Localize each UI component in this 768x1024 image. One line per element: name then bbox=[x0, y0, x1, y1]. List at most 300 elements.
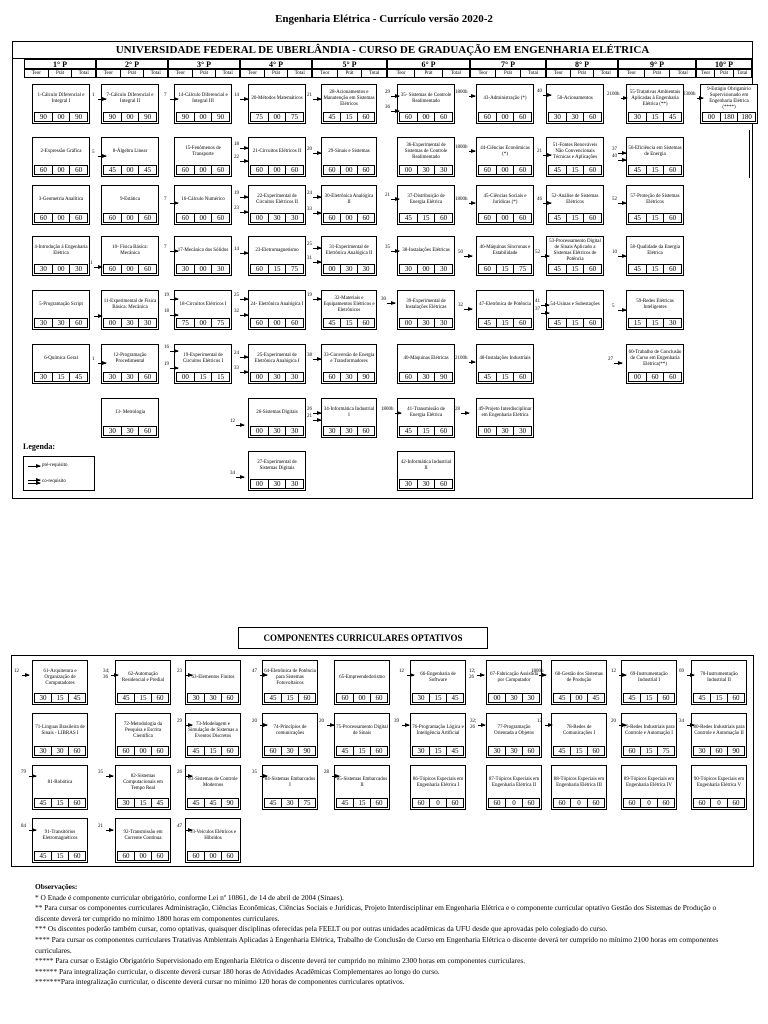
hours-value: 45 bbox=[549, 319, 567, 327]
period-header: 7° P bbox=[470, 59, 546, 69]
prerequisite-number: 2100h bbox=[455, 356, 468, 361]
prerequisite-arrow bbox=[469, 151, 475, 152]
course-name: 2-Expressão Gráfica bbox=[40, 149, 82, 154]
course-name: 12-Programação Procedimental bbox=[113, 353, 147, 364]
hours-value: 90 bbox=[144, 113, 152, 121]
prerequisite-number: 12 bbox=[230, 419, 235, 424]
hours-value: 00 bbox=[53, 166, 71, 174]
hours-value: 15 bbox=[52, 694, 69, 702]
prerequisite-number: 10 bbox=[612, 250, 617, 255]
legend-title: Legenda: bbox=[23, 442, 55, 451]
period-subheader bbox=[696, 69, 752, 78]
optional-prerequisite-arrow bbox=[619, 675, 626, 676]
course-name: 16-Cálculo Numérico bbox=[181, 197, 225, 202]
prerequisite-number: 29 bbox=[385, 90, 390, 95]
hours-value: 45 bbox=[75, 373, 83, 381]
subheader-label: Total bbox=[294, 71, 305, 76]
course-hours bbox=[323, 165, 375, 175]
hours-value: 30 bbox=[341, 373, 358, 381]
hours-value: 00 bbox=[104, 319, 122, 327]
hours-value: 60 bbox=[73, 799, 81, 807]
prerequisite-arrow bbox=[240, 148, 248, 149]
prerequisite-arrow bbox=[391, 251, 399, 252]
course-hours bbox=[399, 112, 453, 122]
hours-value: 90 bbox=[177, 113, 195, 121]
subheader-label: Teor bbox=[169, 70, 193, 77]
hours-value: 30 bbox=[418, 166, 436, 174]
course-box bbox=[101, 398, 159, 438]
hours-value: 60 bbox=[662, 694, 670, 702]
course-box bbox=[397, 344, 455, 384]
optional-course-box bbox=[486, 660, 542, 705]
prerequisite-number: 20 bbox=[307, 147, 312, 152]
hours-value: 30 bbox=[519, 427, 527, 435]
course-hours bbox=[702, 112, 756, 122]
course-box bbox=[248, 290, 306, 330]
observation-line: **** Para cursar os componentes curriculares Tratativas Ambientais Aplicadas à Engenharia Elétrica, Trabalho de Conclusão de Curso em Engenharia Elétrica o discente deverá ter cumprido no mínimo 2100 horas em componentes curriculares. bbox=[35, 934, 719, 955]
hours-value: 00 bbox=[269, 319, 287, 327]
hours-value: 15 bbox=[52, 799, 69, 807]
hours-value: 75 bbox=[217, 319, 225, 327]
prerequisite-arrow bbox=[543, 203, 551, 204]
prerequisite-number: 37 bbox=[612, 147, 617, 152]
course-name: 27-Experimental de Sistemas Digitais bbox=[257, 460, 297, 471]
optional-course-box bbox=[551, 660, 607, 705]
subheader-label: Teor bbox=[241, 70, 265, 77]
hours-value: 60 bbox=[440, 113, 448, 121]
subheader-label: Total bbox=[78, 71, 89, 76]
observation-line: *** Os discentes poderão também cursar, como optativas, quaisquer disciplinas oferecidas pela FEELT ou por outras unidades acadêmicas da UFU desde que aprovadas pelo colegiado do curso. bbox=[35, 924, 608, 934]
hours-value: 60 bbox=[479, 214, 497, 222]
prerequisite-number: 25 bbox=[307, 242, 312, 247]
course-hours bbox=[103, 318, 157, 328]
optional-course-box bbox=[621, 660, 677, 705]
subheader-label: Teor bbox=[97, 70, 121, 77]
hours-value: 60 bbox=[400, 373, 418, 381]
course-name: 39-Experimental de Instalações Elétricas bbox=[405, 299, 447, 310]
hours-value: 30 bbox=[122, 427, 140, 435]
hours-value: 00 bbox=[251, 373, 269, 381]
prerequisite-arrow bbox=[313, 413, 321, 414]
course-box bbox=[174, 290, 232, 330]
hours-value: 15 bbox=[282, 694, 299, 702]
hours-value: 60 bbox=[375, 747, 383, 755]
subheader-label: Total bbox=[369, 71, 380, 76]
optional-course-box bbox=[621, 713, 677, 758]
hours-value: 60 bbox=[489, 799, 506, 807]
course-hours bbox=[117, 693, 169, 703]
prerequisite-arrow bbox=[313, 248, 321, 249]
course-hours bbox=[553, 798, 605, 808]
optional-course-box bbox=[262, 765, 318, 810]
course-name: 88-Tópicos Especiais em Engenharia Elétrica III bbox=[553, 776, 605, 788]
hours-value: 00 bbox=[400, 319, 418, 327]
optional-prerequisite-arrow bbox=[22, 675, 29, 676]
course-name: 64-Eletrônica de Potência para Sistemas Fotovoltaicos bbox=[264, 668, 316, 686]
hours-value: 30 bbox=[269, 480, 287, 488]
course-name: 4-Introdução à Engenharia Elétrica bbox=[34, 245, 88, 256]
course-name: 69-Instrumentação Industrial I bbox=[630, 671, 668, 683]
hours-value: 60 bbox=[669, 214, 677, 222]
hours-value: 60 bbox=[519, 166, 527, 174]
prerequisite-number: 1 bbox=[92, 357, 95, 362]
hours-value: 60 bbox=[251, 265, 269, 273]
prerequisite-arrow bbox=[469, 96, 475, 97]
optional-prerequisite-number: 35 bbox=[98, 770, 103, 775]
hours-value: 60 bbox=[662, 799, 670, 807]
hours-value: 60 bbox=[104, 214, 122, 222]
course-box bbox=[321, 290, 377, 330]
prerequisite-number: 35 bbox=[385, 245, 390, 250]
optional-prerequisite-arrow bbox=[185, 776, 192, 777]
hours-value: 30 bbox=[506, 747, 523, 755]
course-name: 51-Fontes Renováveis Não Convencionais Técnicas e Aplicações bbox=[552, 143, 598, 160]
prerequisite-number: 37 bbox=[535, 307, 540, 312]
hours-value: 60 bbox=[440, 214, 448, 222]
optional-prerequisite-arrow bbox=[477, 675, 484, 676]
hours-value: 30 bbox=[52, 747, 69, 755]
course-box bbox=[101, 84, 159, 124]
hours-value: 30 bbox=[440, 319, 448, 327]
course-box bbox=[397, 290, 455, 330]
course-box bbox=[174, 137, 232, 177]
hours-value: 15 bbox=[354, 799, 371, 807]
course-hours bbox=[176, 372, 230, 382]
hours-value: 90 bbox=[226, 799, 234, 807]
prerequisite-arrow bbox=[98, 156, 106, 157]
hours-value: 30 bbox=[75, 265, 83, 273]
hours-value: 45 bbox=[188, 747, 205, 755]
subheader-label: Teor bbox=[388, 70, 415, 77]
course-box bbox=[248, 236, 306, 276]
optional-course-box bbox=[621, 765, 677, 810]
hours-value: 00 bbox=[479, 427, 497, 435]
hours-value: 45 bbox=[35, 852, 52, 860]
optional-prerequisite-number: 20 bbox=[252, 719, 257, 724]
hours-value: 15 bbox=[647, 265, 665, 273]
course-hours bbox=[323, 264, 375, 274]
hours-value: 30 bbox=[440, 166, 448, 174]
course-hours bbox=[399, 426, 453, 436]
hours-value: 75 bbox=[291, 265, 299, 273]
connector-line bbox=[749, 130, 750, 178]
prerequisite-number: 28 bbox=[455, 407, 460, 412]
prerequisite-number: 24 bbox=[234, 351, 239, 356]
course-name: 36-Experimental de Sistemas de Controle Realimentado bbox=[404, 143, 448, 160]
prerequisite-arrow bbox=[541, 305, 549, 306]
hours-value: 30 bbox=[291, 373, 299, 381]
hours-value: 60 bbox=[589, 319, 597, 327]
hours-value: 45 bbox=[451, 747, 459, 755]
course-name: 57-Proteção de Sistemas Elétricos bbox=[630, 194, 680, 205]
prerequisite-number: 1800h bbox=[455, 197, 468, 202]
period-subheader bbox=[96, 69, 168, 78]
hours-value: 30 bbox=[177, 265, 195, 273]
course-name: 24- Eletrônica Analógica I bbox=[250, 302, 304, 307]
hours-value: 30 bbox=[291, 480, 299, 488]
hours-value: 60 bbox=[144, 214, 152, 222]
subheader-label: Prát bbox=[715, 70, 733, 77]
legend-coreq-label: co-requisito bbox=[42, 479, 66, 484]
hours-value: 60 bbox=[375, 694, 383, 702]
course-hours bbox=[250, 372, 304, 382]
prerequisite-arrow bbox=[170, 315, 178, 316]
hours-value: 60 bbox=[362, 319, 370, 327]
course-box bbox=[321, 344, 377, 384]
course-name: 55-Tratativas Ambientais Aplicadas à Engenharia Elétrica (**) bbox=[629, 90, 681, 107]
prerequisite-number: 19 bbox=[234, 191, 239, 196]
course-box bbox=[397, 451, 455, 491]
course-hours bbox=[548, 318, 602, 328]
hours-value: 30 bbox=[418, 319, 436, 327]
hours-value: 60 bbox=[75, 214, 83, 222]
hours-value: 00 bbox=[195, 113, 213, 121]
prerequisite-arrow bbox=[621, 98, 627, 99]
prerequisite-number: 38 bbox=[307, 353, 312, 358]
hours-value: 00 bbox=[703, 113, 721, 121]
course-hours bbox=[103, 264, 157, 274]
prerequisite-arrow bbox=[391, 96, 399, 97]
hours-value: 00 bbox=[571, 694, 588, 702]
hours-value: 60 bbox=[527, 747, 535, 755]
course-box bbox=[476, 137, 534, 177]
course-hours bbox=[336, 693, 388, 703]
course-name: 20-Métodos Matemáticos bbox=[251, 96, 303, 101]
hours-value: 30 bbox=[506, 694, 523, 702]
hours-value: 60 bbox=[104, 265, 122, 273]
course-hours bbox=[478, 264, 532, 274]
course-hours bbox=[34, 264, 88, 274]
subheader-label: Prát bbox=[645, 70, 671, 77]
hours-value: 00 bbox=[122, 214, 140, 222]
course-hours bbox=[336, 798, 388, 808]
course-hours bbox=[478, 213, 532, 223]
prerequisite-number: 5 bbox=[612, 304, 615, 309]
course-hours bbox=[176, 112, 230, 122]
hours-value: 30 bbox=[400, 265, 418, 273]
prerequisite-number: 2300h bbox=[683, 92, 696, 97]
hours-value: 60 bbox=[375, 799, 383, 807]
hours-value: 30 bbox=[549, 113, 567, 121]
hours-value: 45 bbox=[624, 694, 641, 702]
hours-value: 45 bbox=[118, 694, 135, 702]
hours-value: 30 bbox=[205, 694, 222, 702]
hours-value: 60 bbox=[589, 214, 597, 222]
course-hours bbox=[478, 426, 532, 436]
hours-value: 60 bbox=[479, 113, 497, 121]
optional-course-box bbox=[185, 713, 241, 758]
optional-course-box bbox=[262, 713, 318, 758]
course-hours bbox=[412, 746, 464, 756]
hours-value: 75 bbox=[519, 265, 527, 273]
prerequisite-arrow bbox=[313, 153, 321, 154]
course-hours bbox=[399, 264, 453, 274]
hours-value: 90 bbox=[362, 373, 370, 381]
hours-value: 45 bbox=[35, 799, 52, 807]
course-name: 32-Materiais e Equipamentos Elétricos e Eletrônicos bbox=[323, 296, 375, 313]
hours-value: 90 bbox=[217, 113, 225, 121]
course-box bbox=[32, 137, 90, 177]
course-box bbox=[174, 185, 232, 225]
hours-value: 60 bbox=[362, 214, 370, 222]
optional-course-box bbox=[410, 713, 466, 758]
course-hours bbox=[103, 112, 157, 122]
course-name: 8-Álgebra Linear bbox=[112, 149, 148, 154]
hours-value: 60 bbox=[251, 166, 269, 174]
hours-value: 60 bbox=[35, 214, 53, 222]
optional-prerequisite-number: 35 bbox=[252, 770, 257, 775]
prerequisite-number: 23 bbox=[234, 206, 239, 211]
hours-value: 45 bbox=[549, 166, 567, 174]
prerequisite-arrow bbox=[313, 213, 321, 214]
course-name: 67-Fabricação Assistida por Computador bbox=[490, 671, 538, 683]
course-name: 14-Cálculo Diferencial e Integral III bbox=[178, 93, 228, 104]
prerequisite-number: 34 bbox=[230, 471, 235, 476]
course-name: 60-Trabalho de Conclusão de Curso em Engenharia Elétrica(**) bbox=[628, 350, 682, 367]
prerequisite-arrow bbox=[240, 212, 248, 213]
prerequisite-number: 27 bbox=[608, 357, 613, 362]
course-hours bbox=[553, 746, 605, 756]
course-hours bbox=[623, 693, 675, 703]
prerequisite-arrow bbox=[98, 99, 106, 100]
optional-course-box bbox=[185, 765, 241, 810]
prerequisite-arrow bbox=[240, 99, 248, 100]
hours-value: 60 bbox=[413, 799, 430, 807]
course-hours bbox=[250, 213, 304, 223]
hours-value: 00 bbox=[195, 166, 213, 174]
course-name: 72-Metodologia da Pesquisa e Escrita Científica bbox=[123, 721, 163, 739]
prerequisite-number: 40 bbox=[537, 89, 542, 94]
hours-value: 45 bbox=[156, 799, 164, 807]
hours-value: 30 bbox=[118, 799, 135, 807]
prerequisite-arrow bbox=[240, 161, 248, 162]
prerequisite-arrow bbox=[170, 251, 178, 252]
hours-value: 30 bbox=[291, 214, 299, 222]
hours-value: 60 bbox=[217, 166, 225, 174]
observations-title: Observações: bbox=[35, 882, 78, 891]
hours-value: 60 bbox=[226, 694, 234, 702]
optional-title: COMPONENTES CURRICULARES OPTATIVOS bbox=[238, 627, 488, 649]
period-subheader bbox=[24, 69, 96, 78]
course-box bbox=[32, 236, 90, 276]
course-hours bbox=[548, 165, 602, 175]
course-hours bbox=[117, 746, 169, 756]
optional-prerequisite-arrow bbox=[185, 830, 192, 831]
hours-value: 00 bbox=[195, 319, 213, 327]
course-hours bbox=[628, 213, 682, 223]
hours-value: 45 bbox=[554, 694, 571, 702]
optional-prerequisite-number: 47 bbox=[177, 824, 182, 829]
hours-value: 60 bbox=[324, 373, 341, 381]
course-box bbox=[101, 137, 159, 177]
course-box bbox=[626, 137, 684, 177]
prerequisite-arrow bbox=[391, 111, 399, 112]
optional-prerequisite-arrow bbox=[260, 725, 267, 726]
prerequisite-arrow bbox=[469, 362, 475, 363]
hours-value: 00 bbox=[400, 166, 418, 174]
prerequisite-number: 52 bbox=[535, 250, 540, 255]
course-name: 62-Automação Residencial e Predial bbox=[121, 671, 165, 683]
course-hours bbox=[323, 112, 375, 122]
course-hours bbox=[250, 318, 304, 328]
prerequisite-arrow bbox=[240, 372, 248, 373]
course-name: 85-Sistemas Embarcados II bbox=[336, 776, 388, 788]
hours-value: 15 bbox=[53, 373, 71, 381]
hours-value: 90 bbox=[303, 747, 311, 755]
course-hours bbox=[264, 798, 316, 808]
hours-value: 0 bbox=[571, 799, 588, 807]
observation-line: * O Enade é componente curricular obrigatório, conforme Lei nº 10861, de 14 de abril de 2004 (Sinaes). bbox=[35, 892, 344, 902]
hours-value: 15 bbox=[418, 427, 436, 435]
course-name: 58-Qualidade da Energia Elétrica bbox=[630, 245, 680, 256]
legend-prereq-arrow bbox=[28, 466, 40, 467]
period-subheader bbox=[312, 69, 387, 78]
hours-value: 30 bbox=[418, 480, 436, 488]
course-hours bbox=[478, 318, 532, 328]
course-name: 41-Transmissão de Energia Elétrica bbox=[407, 407, 445, 418]
course-hours bbox=[628, 264, 682, 274]
prerequisite-number: 24 bbox=[307, 191, 312, 196]
course-box bbox=[476, 398, 534, 438]
prerequisite-number: 36 bbox=[385, 105, 390, 110]
hours-value: 15 bbox=[571, 747, 588, 755]
legend-prereq-label: pré-requisito bbox=[42, 463, 68, 468]
observation-line: ***** Para cursar o Estágio Obrigatório Supervisionado em Engenharia Elétrica o discente deverá ter cumprido no mínimo 2300 horas em componentes curriculares. bbox=[35, 956, 526, 966]
prerequisite-arrow bbox=[313, 197, 321, 198]
course-name: 48-Instalações Industriais bbox=[479, 356, 531, 361]
hours-value: 60 bbox=[362, 113, 370, 121]
hours-value: 15 bbox=[497, 319, 515, 327]
course-hours bbox=[336, 746, 388, 756]
prerequisite-number: 18 bbox=[234, 142, 239, 147]
optional-prerequisite-number: 34 bbox=[679, 719, 684, 724]
course-hours bbox=[412, 693, 464, 703]
subheader-label: Teor bbox=[313, 70, 338, 77]
hours-value: 15 bbox=[135, 799, 152, 807]
optional-prerequisite-arrow bbox=[260, 776, 267, 777]
course-hours bbox=[628, 112, 682, 122]
hours-value: 00 bbox=[122, 113, 140, 121]
prerequisite-number: 21 bbox=[307, 414, 312, 419]
optional-prerequisite-arrow bbox=[619, 725, 626, 726]
prerequisite-arrow bbox=[94, 267, 102, 268]
hours-value: 60 bbox=[118, 747, 135, 755]
optional-course-box bbox=[115, 818, 171, 863]
optional-prerequisite-number: 34; 36 bbox=[103, 669, 110, 680]
hours-value: 45 bbox=[144, 166, 152, 174]
optional-prerequisite-arrow bbox=[332, 776, 339, 777]
document-title: Engenharia Elétrica - Currículo versão 2020-2 bbox=[275, 13, 493, 25]
course-hours bbox=[187, 746, 239, 756]
subheader-label: Prát bbox=[338, 70, 363, 77]
hours-value: 180 bbox=[721, 113, 739, 121]
hours-value: 45 bbox=[324, 113, 341, 121]
course-name: 31-Experimental de Eletrônica Analógica II bbox=[325, 245, 373, 256]
course-name: 43-Administração (*) bbox=[483, 96, 527, 101]
hours-value: 00 bbox=[195, 214, 213, 222]
course-hours bbox=[264, 746, 316, 756]
hours-value: 0 bbox=[506, 799, 523, 807]
course-hours bbox=[548, 213, 602, 223]
subheader-label: Prát bbox=[49, 70, 73, 77]
course-hours bbox=[553, 693, 605, 703]
hours-value: 60 bbox=[144, 373, 152, 381]
course-hours bbox=[399, 165, 453, 175]
hours-value: 60 bbox=[589, 166, 597, 174]
hours-value: 15 bbox=[647, 214, 665, 222]
optional-course-box bbox=[32, 818, 88, 863]
hours-value: 45 bbox=[205, 799, 222, 807]
